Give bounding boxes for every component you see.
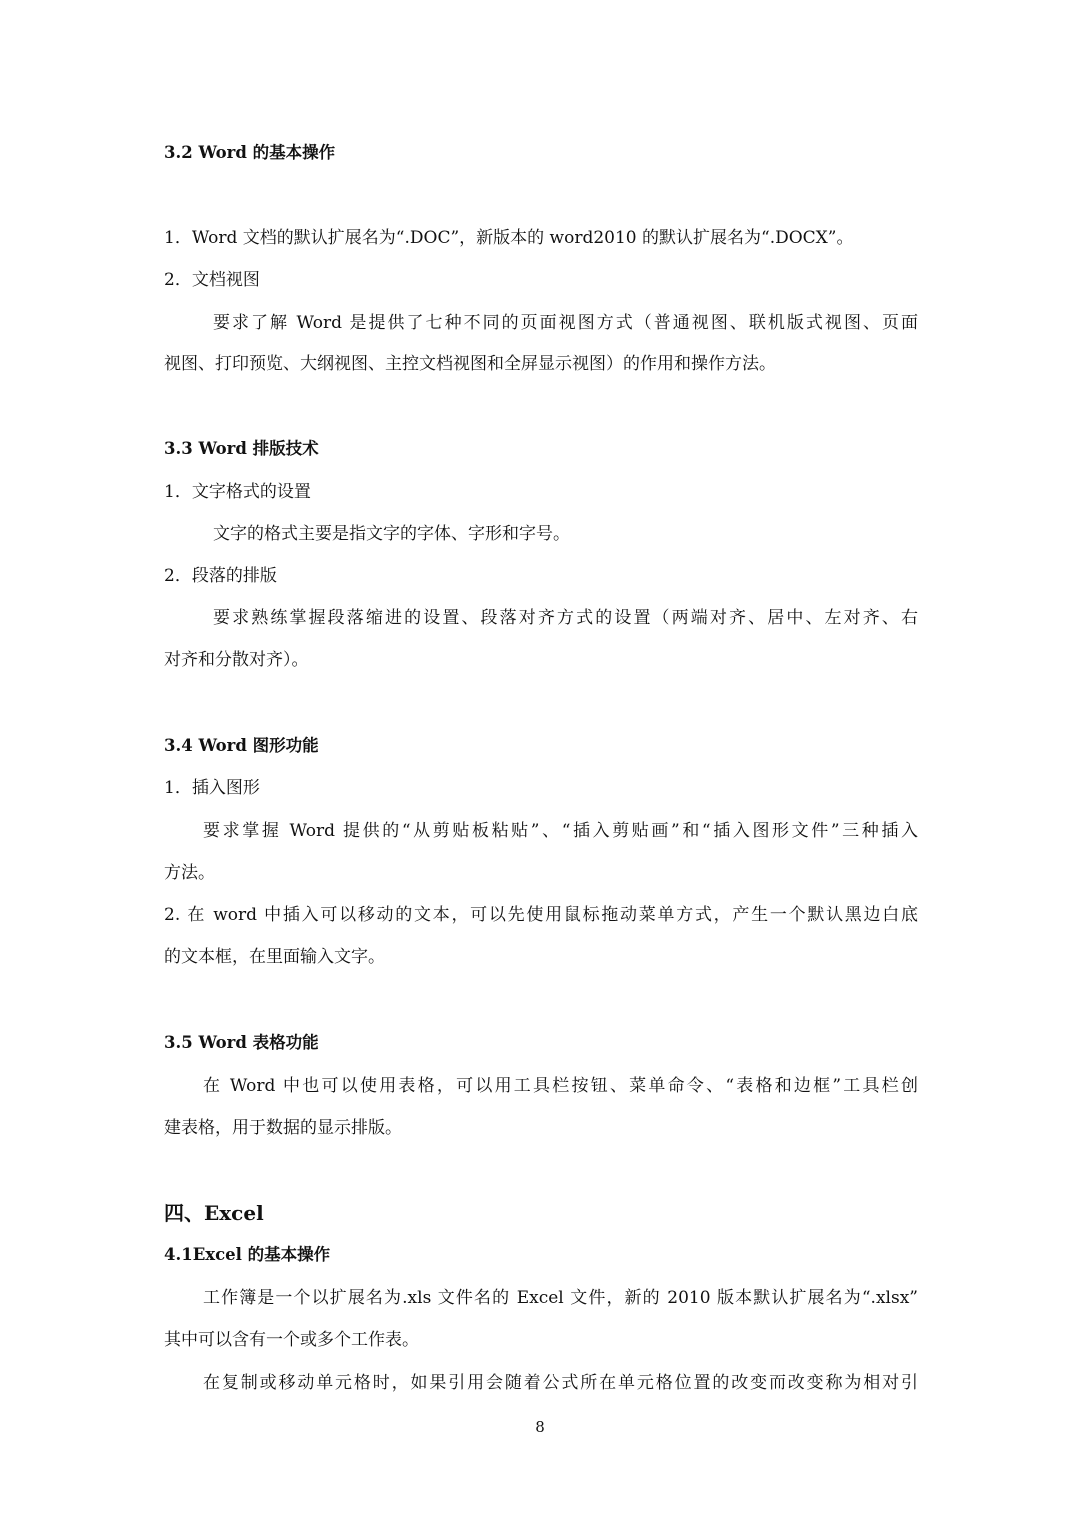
section-4-1-para-2-line-1: 在复制或移动单元格时，如果引用会随着公式所在单元格位置的改变而改变称为相对引	[203, 1373, 918, 1393]
section-3-5-para-line-1: 在 Word 中也可以使用表格，可以用工具栏按钮、菜单命令、“表格和边框”工具栏创	[203, 1076, 918, 1096]
section-3-3-para-2-line-2: 对齐和分散对齐）。	[164, 650, 309, 670]
section-3-4-heading: 3.4 Word 图形功能	[164, 736, 319, 755]
section-3-2-para-line-2: 视图、打印预览、大纲视图、主控文档视图和全屏显示视图）的作用和操作方法。	[164, 354, 776, 374]
section-3-5-para-line-2: 建表格，用于数据的显示排版。	[164, 1118, 402, 1138]
section-3-3-para-1: 文字的格式主要是指文字的字体、字形和字号。	[213, 524, 570, 544]
section-3-2-item-1: 1．Word 文档的默认扩展名为“.DOC”，新版本的 word2010 的默认扩展名为“.DOCX”。	[164, 228, 854, 248]
section-3-2-item-2: 2．文档视图	[164, 270, 260, 290]
section-3-3-para-2-line-1: 要求熟练掌握段落缩进的设置、段落对齐方式的设置（两端对齐、居中、左对齐、右	[213, 608, 918, 628]
section-3-3-heading: 3.3 Word 排版技术	[164, 439, 319, 458]
section-4-1-para-1-line-1: 工作簿是一个以扩展名为.xls 文件名的 Excel 文件，新的 2010 版本默认扩展名为“.xlsx”	[203, 1288, 918, 1308]
section-3-4-item-2-line-1: 2. 在 word 中插入可以移动的文本，可以先使用鼠标拖动菜单方式，产生一个默认黑边白底	[164, 905, 918, 925]
section-3-2-para-line-1: 要求了解 Word 是提供了七种不同的页面视图方式（普通视图、联机版式视图、页面	[213, 313, 918, 333]
section-4-1-para-1-line-2: 其中可以含有一个或多个工作表。	[164, 1330, 419, 1350]
section-3-4-item-1: 1．插入图形	[164, 778, 260, 798]
section-3-4-item-2-line-2: 的文本框，在里面输入文字。	[164, 947, 385, 967]
section-3-3-item-1: 1．文字格式的设置	[164, 482, 311, 502]
page-number: 8	[535, 1418, 545, 1436]
section-3-2-heading: 3.2 Word 的基本操作	[164, 143, 336, 162]
section-3-5-heading: 3.5 Word 表格功能	[164, 1033, 319, 1052]
section-3-4-para-line-2: 方法。	[164, 863, 215, 883]
chapter-4-heading: 四、Excel	[164, 1201, 264, 1225]
section-4-1-heading: 4.1Excel 的基本操作	[164, 1245, 331, 1264]
section-3-3-item-2: 2．段落的排版	[164, 566, 277, 586]
section-3-4-para-line-1: 要求掌握 Word 提供的“从剪贴板粘贴”、“插入剪贴画”和“插入图形文件”三种插入	[203, 821, 918, 841]
